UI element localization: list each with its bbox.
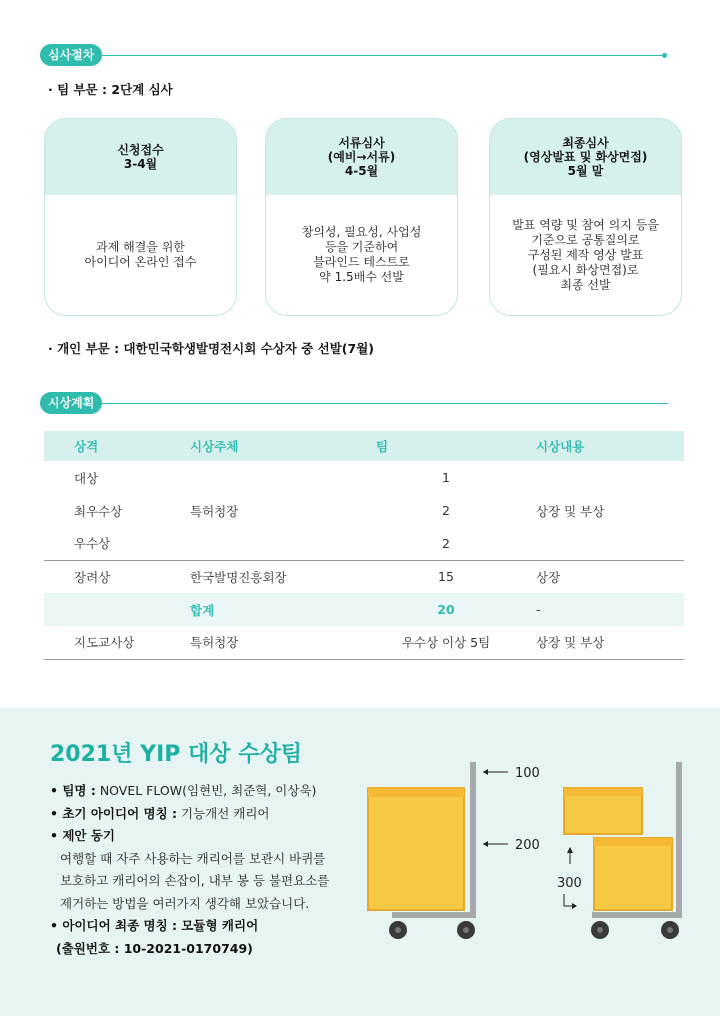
awards-pill: 시상계획 (40, 392, 102, 414)
review-pill: 심사절차 (40, 44, 102, 66)
review-section-header (40, 44, 684, 66)
arrow-right-icon (572, 903, 577, 909)
table-cell (516, 527, 684, 560)
table-cell: 장려상 (44, 560, 190, 593)
step-3-line: 최종 선발 (560, 277, 611, 292)
header-cell: 시상주체 (190, 431, 376, 461)
table-cell: 지도교사상 (44, 626, 190, 659)
step-1-name: 신청접수 (117, 143, 164, 157)
table-row (44, 494, 684, 527)
arrow-up-icon (567, 847, 573, 853)
table-cell: 상장 및 부상 (536, 503, 605, 519)
awards-section-header (40, 392, 684, 414)
table-cell: 한국발명진흥회장 (190, 560, 376, 593)
step-card-2-title (266, 119, 457, 195)
application-number-text: (출원번호 : 10-2021-0170749) (56, 940, 253, 956)
step-card-2 (265, 118, 458, 316)
medium-carrier-box (594, 838, 672, 910)
table-cell: 상장 (516, 560, 684, 593)
table-total-row (44, 593, 684, 626)
step-2-line: 블라인드 테스트로 (313, 255, 410, 269)
step-1-line: 과제 해결을 위한 (96, 240, 185, 254)
table-cell: 15 (376, 560, 516, 593)
step-2-name: 서류심사 (338, 136, 385, 150)
large-carrier-lid (368, 788, 464, 797)
table-cell (44, 593, 190, 626)
table-row (44, 527, 684, 560)
motive-line: 보호하고 캐리어의 손잡이, 내부 봉 등 불편요소를 (60, 873, 330, 888)
step-card-3 (489, 118, 682, 316)
step-3-line: (필요시 화상면접)로 (532, 262, 639, 277)
individual-division-line: · 개인 부문 : 대한민국학생발명전시회 수상자 중 선발(7월) (48, 341, 374, 356)
step-2-period: 4-5월 (344, 164, 379, 178)
table-cell: 1 (442, 470, 450, 485)
table-cell (190, 527, 376, 560)
right-cart (564, 762, 682, 939)
step-3-line: 발표 역량 및 참여 의지 등을 (512, 217, 659, 232)
step-card-2-body (266, 195, 457, 315)
step-card-1-title (45, 119, 236, 195)
header-cell: 상격 (44, 431, 190, 461)
table-cell: 우수상 이상 5팀 (376, 626, 516, 659)
awards-table (44, 431, 684, 660)
step-3-line: 구성된 제작 영상 발표 (527, 247, 644, 262)
step-1-period: 3-4월 (123, 157, 158, 171)
step-2-line: 약 1.5배수 선발 (319, 270, 404, 284)
initial-idea-label: • 초기 아이디어 명칭 : (50, 805, 177, 821)
right-cart-pole (676, 762, 682, 917)
large-carrier-box (368, 788, 464, 910)
step-card-3-body (490, 195, 681, 315)
step-3-sub: (영상발표 및 화상면접) (523, 150, 648, 164)
final-name-label: • 아이디어 최종 명칭 : 모듈형 캐리어 (50, 918, 259, 933)
table-cell: 대상 (74, 470, 99, 486)
review-rule-dot (662, 53, 667, 58)
left-cart-pole (470, 762, 476, 917)
step-3-name: 최종심사 (562, 136, 609, 150)
left-cart-base (392, 912, 476, 918)
table-cell: 합계 (190, 593, 376, 626)
motive-line: 여행할 때 자주 사용하는 캐리어를 보관시 바퀴를 (60, 850, 326, 866)
table-cell: 20 (376, 593, 516, 626)
table-cell: 우수상 (74, 536, 111, 552)
step-card-3-title (490, 119, 681, 195)
label-300: 300 (557, 876, 582, 891)
team-name-line (50, 780, 329, 803)
winner-title: 2021년 YIP 대상 수상팀 (50, 742, 302, 767)
arrow-left-icon (483, 769, 488, 775)
label-100: 100 (515, 766, 540, 781)
initial-idea-value: 기능개선 캐리어 (177, 805, 270, 821)
application-number (50, 938, 329, 961)
header-cell: 팀 (376, 431, 516, 461)
step-3-period: 5월 말 (567, 164, 604, 178)
table-cell: 특허청장 (190, 503, 239, 519)
step-card-1-body (45, 195, 236, 315)
initial-idea-line (50, 803, 329, 826)
table-row (44, 560, 684, 593)
wheel-hub-icon (597, 927, 603, 933)
step-1-line: 아이디어 온라인 접수 (84, 255, 197, 269)
right-cart-base (592, 912, 682, 918)
step-3-line: 기준으로 공통질의로 (531, 232, 640, 247)
label-200: 200 (515, 838, 540, 853)
awards-rule (102, 403, 668, 404)
motive-label-text: • 제안 동기 (50, 828, 115, 843)
wheel-hub-icon (395, 927, 401, 933)
table-cell: 상장 및 부상 (516, 626, 684, 659)
table-row (44, 626, 684, 659)
modular-carrier-illustration (360, 752, 700, 947)
left-cart (368, 762, 476, 939)
step-2-line: 창의성, 필요성, 사업성 (301, 225, 422, 239)
table-header-row (44, 431, 684, 461)
table-cell: 2 (442, 503, 450, 518)
header-cell: 시상내용 (516, 431, 684, 461)
arrow-left-icon (483, 841, 488, 847)
team-name-value: NOVEL FLOW(임현빈, 최준혁, 이상욱) (95, 783, 317, 798)
review-rule (102, 55, 662, 56)
team-division-line: · 팀 부문 : 2단계 심사 (48, 82, 173, 97)
table-row (44, 461, 684, 494)
team-name-label: • 팀명 : (50, 783, 96, 798)
winner-details (50, 780, 329, 960)
motive-line: 제거하는 방법을 여러가지 생각해 보았습니다. (60, 895, 310, 911)
motive-label (50, 825, 329, 848)
step-2-sub: (예비→서류) (327, 150, 396, 164)
step-2-line: 등을 기준하여 (324, 240, 399, 254)
table-cell (516, 461, 684, 494)
medium-carrier-lid (594, 838, 672, 846)
table-cell (190, 461, 376, 494)
table-cell: 특허청장 (190, 626, 376, 659)
wheel-hub-icon (463, 927, 469, 933)
step-card-1 (44, 118, 237, 316)
table-cell: 2 (442, 535, 450, 551)
table-cell: - (516, 593, 684, 626)
table-cell: 최우수상 (74, 503, 123, 519)
small-carrier-lid (564, 788, 642, 796)
final-name-line (50, 915, 329, 938)
wheel-hub-icon (667, 927, 673, 933)
